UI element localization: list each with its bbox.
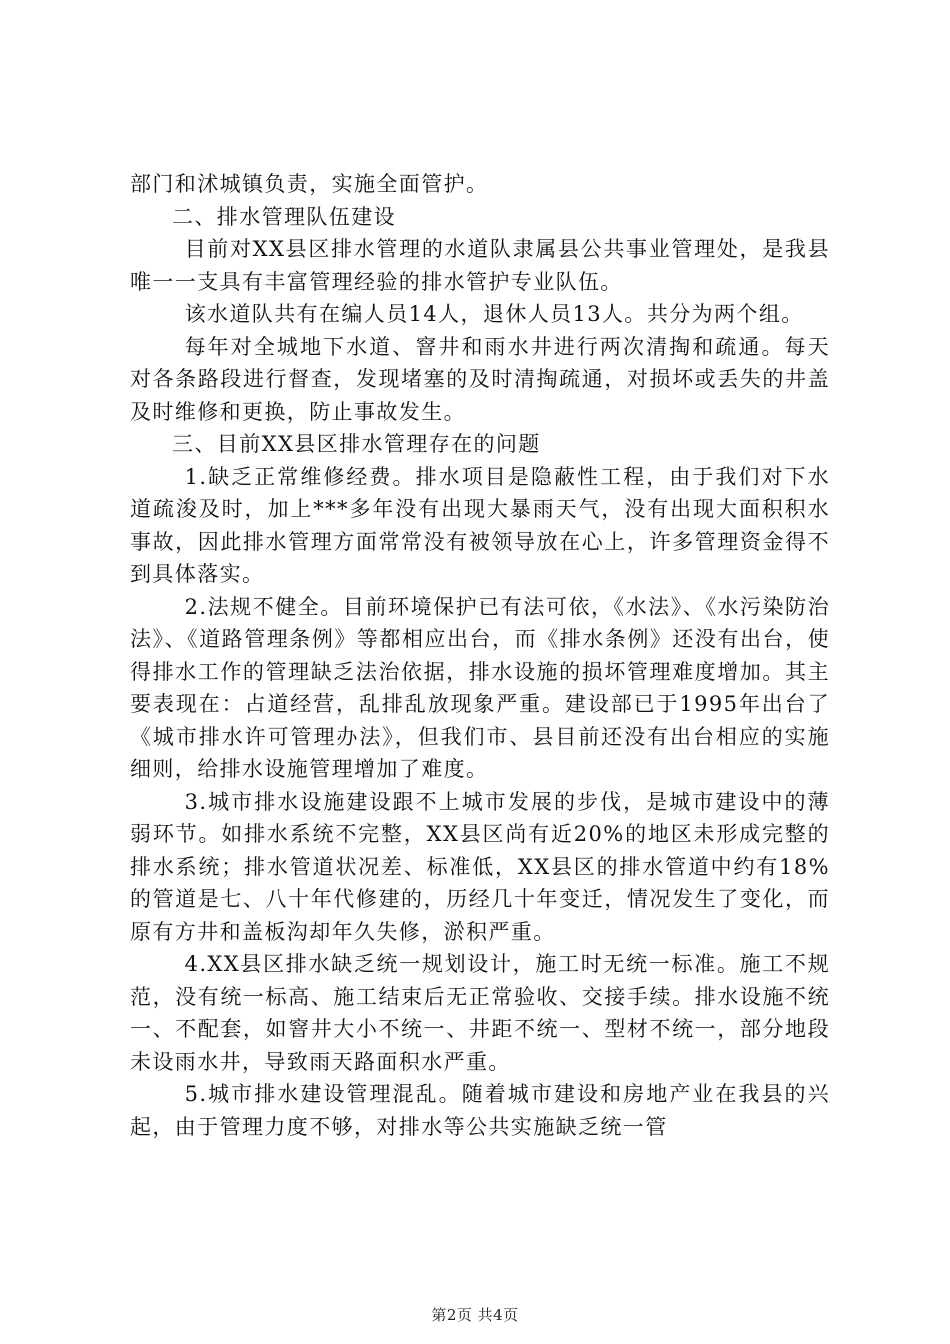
paragraph-problem-5: 5.城市排水建设管理混乱。随着城市建设和房地产业在我县的兴起，由于管理力度不够，对排水等公共实施缺乏统一管 [130, 1082, 830, 1139]
paragraph-problem-4: 4.XX县区排水缺乏统一规划设计，施工时无统一标准。施工不规范，没有统一标高、施工结束后无正常验收、交接手续。排水设施不统一、不配套，如窨井大小不统一、井距不统一、型材不统一，部分地段未设雨水井，导致雨天路面积水严重。 [130, 952, 830, 1074]
paragraph-problem-1: 1.缺乏正常维修经费。排水项目是隐蔽性工程，由于我们对下水道疏浚及时，加上***多年没有出现大暴雨天气，没有出现大面积积水事故，因此排水管理方面常常没有被领导放在心上，许多管理资金得不到具体落实。 [130, 464, 830, 586]
page-number-footer: 第2页 共4页 [431, 1306, 519, 1324]
paragraph-team-intro: 目前对XX县区排水管理的水道队隶属县公共事业管理处，是我县唯一一支具有丰富管理经验的排水管护专业队伍。 [130, 237, 830, 294]
section-heading-problems: 三、目前XX县区排水管理存在的问题 [172, 432, 541, 456]
paragraph-continuation: 部门和沭城镇负责，实施全面管护。 [130, 172, 489, 196]
document-body [130, 168, 830, 1143]
paragraph-team-duties: 每年对全城地下水道、窨井和雨水井进行两次清掏和疏通。每天对各条路段进行督查，发现堵塞的及时清掏疏通，对损坏或丢失的井盖及时维修和更换，防止事故发生。 [130, 334, 830, 424]
paragraph-team-staff: 该水道队共有在编人员14人，退休人员13人。共分为两个组。 [184, 302, 804, 326]
section-heading-team: 二、排水管理队伍建设 [172, 204, 396, 229]
paragraph-problem-3: 3.城市排水设施建设跟不上城市发展的步伐，是城市建设中的薄弱环节。如排水系统不完整，XX县区尚有近20%的地区未形成完整的排水系统；排水管道状况差、标准低，XX县区的排水管道中约有18%的管道是七、八十年代修建的，历经几十年变迁，情况发生了变化，而原有方井和盖板沟却年久失修，淤积严重。 [130, 789, 830, 944]
paragraph-problem-2: 2.法规不健全。目前环境保护已有法可依，《水法》、《水污染防治法》、《道路管理条例》等都相应出台，而《排水条例》还没有出台，使得排水工作的管理缺乏法治依据，排水设施的损坏管理难度增加。其主要表现在：占道经营，乱排乱放现象严重。建设部已于1995年出台了《城市排水许可管理办法》，但我们市、县目前还没有出台相应的实施细则，给排水设施管理增加了难度。 [130, 594, 830, 781]
